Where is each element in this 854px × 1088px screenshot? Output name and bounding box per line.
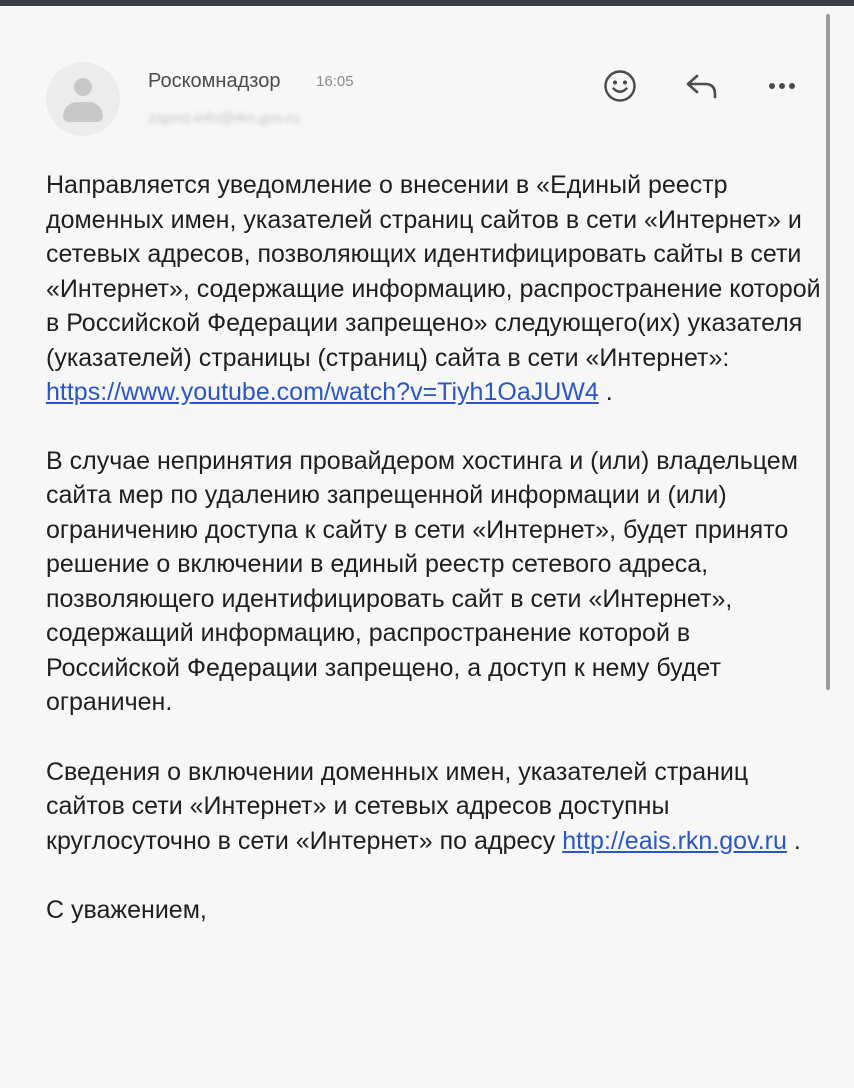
more-dots-icon[interactable] <box>762 66 802 106</box>
closing-line: С уважением, <box>46 896 207 924</box>
person-avatar-icon <box>46 62 120 136</box>
reply-icon[interactable] <box>682 66 722 106</box>
recipient-address: zapret-info@rkn.gov.ru <box>148 110 300 127</box>
email-header <box>46 58 810 134</box>
message-time: 16:05 <box>316 73 354 90</box>
registry-link[interactable]: http://eais.rkn.gov.ru <box>562 826 787 855</box>
scrollbar[interactable] <box>826 14 830 690</box>
email-view <box>0 6 854 1088</box>
consequence-paragraph: В случае непринятия провайдером хостинга и (или) владельцем сайта мер по удалению запрещенной информации и (или) ограничению доступа к сайту в сети «Интернет», будет принято решение о включении в единый реестр сетевого адреса, позволяющего идентифицировать сайт в сети «Интернет», содержащий информацию, распространение которой в Российской Федерации запрещено, а доступ к нему будет ограничен. <box>46 446 798 716</box>
smile-icon[interactable] <box>600 66 640 106</box>
registry-info-paragraph: Сведения о включении доменных имен, указателей страниц сайтов сети «Интернет» и сетевых адресов доступны круглосуточно в сети «Интернет» по адресу http://eais.rkn.gov.ru . <box>46 757 801 855</box>
sender-name[interactable]: Роскомнадзор <box>148 70 281 92</box>
blocked-url-link[interactable]: https://www.youtube.com/watch?v=Tiyh1OaJUW4 <box>46 378 599 406</box>
email-body <box>46 168 826 928</box>
notice-paragraph: Направляется уведомление о внесении в «Единый реестр доменных имен, указателей страниц сайтов в сети «Интернет» и сетевых адресов, позволяющих идентифицировать сайты в сети «Интернет», содержащие информацию, распространение которой в Российской Федерации запрещено» следующего(их) указателя (указателей) страницы (страниц) сайта в сети «Интернет»: https://www.youtube.com/watch?v=Tiyh1OaJUW4 . <box>46 171 821 406</box>
